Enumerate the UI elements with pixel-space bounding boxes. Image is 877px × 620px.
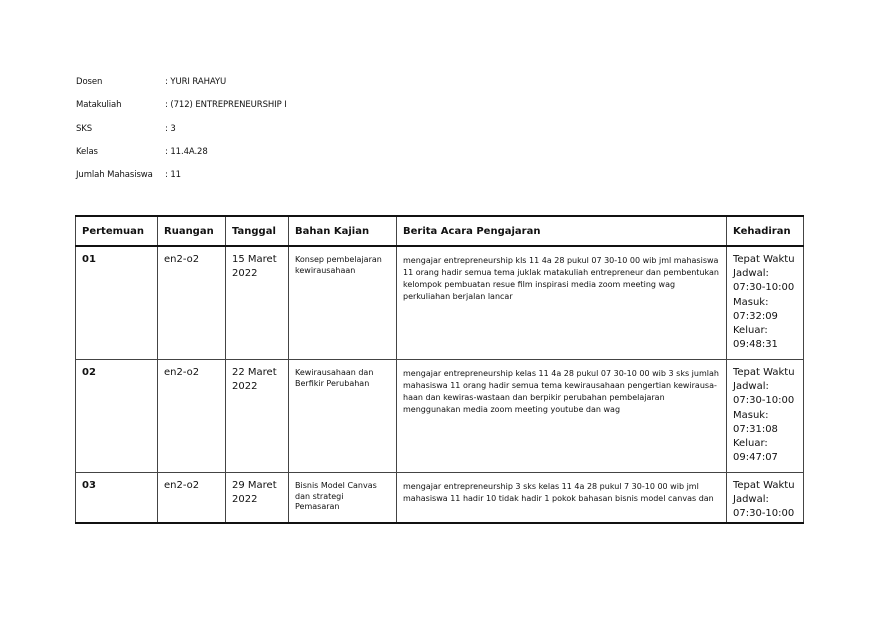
cell-bahan-kajian: Kewirausahaan dan Berfikir Perubahan <box>289 360 397 473</box>
cell-kehadiran <box>727 360 804 473</box>
attendance-keluar-label: Keluar: <box>733 438 768 450</box>
attendance-status: Tepat Waktu <box>733 367 795 378</box>
cell-berita-acara: mengajar entrepreneurship 3 sks kelas 11 4a 28 pukul 7 30-10 00 wib jml mahasiswa 11 hadir 10 tidak hadir 1 pokok bahasan bisnis model canvas dan <box>397 473 727 523</box>
attendance-masuk: 07:32:09 <box>733 310 778 322</box>
attendance-jadwal-label: Jadwal: <box>733 268 769 280</box>
cell-ruangan: en2-o2 <box>158 360 226 473</box>
attendance-masuk-label: Masuk: <box>733 409 769 421</box>
table-row <box>76 360 804 473</box>
cell-tanggal: 15 Maret 2022 <box>226 246 289 360</box>
attendance-jadwal: 07:30-10:00 <box>733 508 795 520</box>
cell-kehadiran <box>727 473 804 523</box>
info-value: : (712) ENTREPRENEURSHIP I <box>165 100 287 110</box>
header-pertemuan: Pertemuan <box>76 216 158 246</box>
attendance-status: Tepat Waktu <box>733 254 795 265</box>
cell-ruangan: en2-o2 <box>158 473 226 523</box>
cell-tanggal: 22 Maret 2022 <box>226 360 289 473</box>
attendance-keluar: 09:48:31 <box>733 339 778 351</box>
header-berita-acara: Berita Acara Pengajaran <box>397 216 727 246</box>
info-label: Kelas <box>76 147 98 157</box>
header-ruangan: Ruangan <box>158 216 226 246</box>
attendance-jadwal: 07:30-10:00 <box>733 282 795 294</box>
cell-bahan-kajian: Konsep pembelajaran kewirausahaan <box>289 246 397 360</box>
attendance-jadwal: 07:30-10:00 <box>733 395 795 407</box>
cell-pertemuan: 01 <box>76 246 158 360</box>
info-value: : 11.4A.28 <box>165 147 208 157</box>
table-row <box>76 246 804 360</box>
info-label: Matakuliah <box>76 100 122 110</box>
cell-berita-acara: mengajar entrepreneurship kelas 11 4a 28 pukul 07 30-10 00 wib 3 sks jumlah mahasiswa 11 orang hadir semua tema kewirausahaan pengertian kewirausa-haan dan kewiras-wastaan dan berpikir perubahan pembelajaran menggunakan media zoom meeting youtube dan wag <box>397 360 727 473</box>
header-kehadiran: Kehadiran <box>727 216 804 246</box>
cell-berita-acara: mengajar entrepreneurship kls 11 4a 28 pukul 07 30-10 00 wib jml mahasiswa 11 orang hadir semua tema juklak matakuliah entrepreneur dan pembentukan kelompok pembuatan resue film inspirasi media zoom meeting wag perkuliahan berjalan lancar <box>397 246 727 360</box>
header-tanggal: Tanggal <box>226 216 289 246</box>
info-value: : YURI RAHAYU <box>165 77 227 87</box>
attendance-keluar: 09:47:07 <box>733 452 778 464</box>
table-header-row <box>76 216 804 246</box>
cell-pertemuan: 03 <box>76 473 158 523</box>
info-label: SKS <box>76 124 93 134</box>
table-row <box>76 473 804 523</box>
attendance-masuk: 07:31:08 <box>733 423 778 435</box>
attendance-jadwal-label: Jadwal: <box>733 381 769 393</box>
info-label: Dosen <box>76 77 103 87</box>
cell-kehadiran <box>727 246 804 360</box>
header-bahan-kajian: Bahan Kajian <box>289 216 397 246</box>
attendance-status: Tepat Waktu <box>733 480 795 491</box>
info-label: Jumlah Mahasiswa <box>76 170 153 180</box>
attendance-table <box>75 215 804 524</box>
attendance-masuk-label: Masuk: <box>733 296 769 308</box>
info-value: : 3 <box>165 124 176 134</box>
cell-tanggal: 29 Maret 2022 <box>226 473 289 523</box>
attendance-jadwal-label: Jadwal: <box>733 494 769 506</box>
cell-ruangan: en2-o2 <box>158 246 226 360</box>
cell-pertemuan: 02 <box>76 360 158 473</box>
cell-bahan-kajian: Bisnis Model Canvas dan strategi Pemasaran <box>289 473 397 523</box>
attendance-keluar-label: Keluar: <box>733 325 768 337</box>
info-value: : 11 <box>165 170 181 180</box>
